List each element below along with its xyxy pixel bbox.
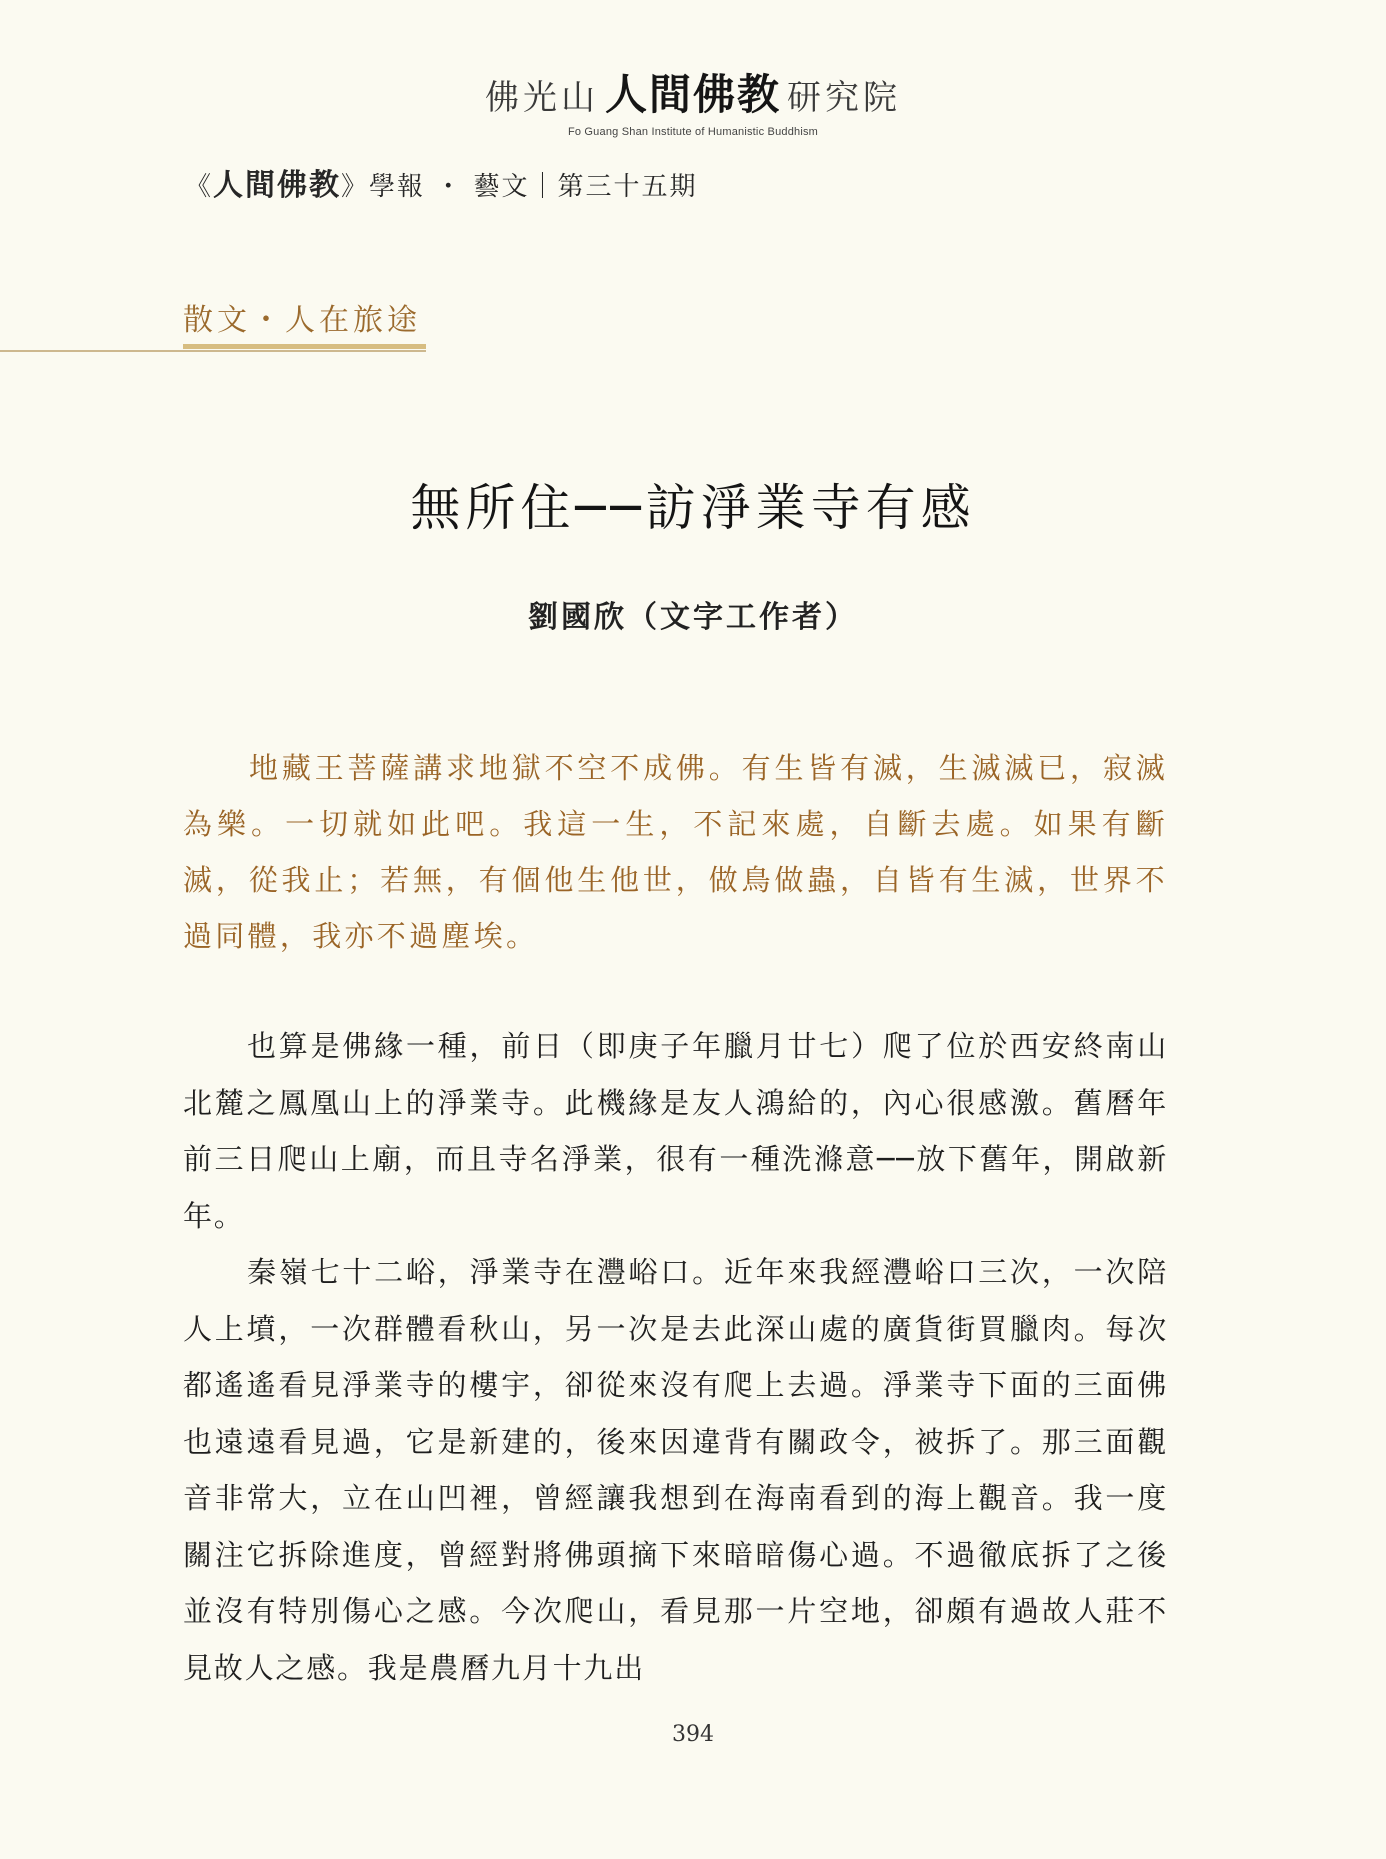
institute-prefix: 佛光山 — [484, 78, 599, 118]
institute-suffix: 研究院 — [787, 78, 901, 118]
body-paragraph-1: 也算是佛緣一種，前日（即庚子年臘月廿七）爬了位於西安終南山北麓之鳳凰山上的淨業寺。此機緣是友人鴻給的，內心很感激。舊曆年前三日爬山上廟，而且寺名淨業，很有一種洗滌意──放下舊年，開啟新年。 — [183, 1029, 1168, 1233]
journal-issue-info: 學報 ・ 藝文｜第三十五期 — [369, 172, 698, 202]
page-number: 394 — [672, 1722, 714, 1747]
journal-brand-logo: 人間佛教 — [213, 168, 342, 203]
section-tag: 散文・人在旅途 — [183, 303, 421, 338]
article-title: 無所住──訪淨業寺有感 — [410, 479, 976, 537]
epigraph: 地藏王菩薩講求地獄不空不成佛。有生皆有滅，生滅滅已，寂滅為樂。一切就如此吧。我這一生，不記來處，自斷去處。如果有斷滅，從我止；若無，有個他生他世，做鳥做蟲，自皆有生滅，世界不過同體，我亦不過塵埃。 — [183, 751, 1168, 953]
journal-running-head — [185, 160, 698, 204]
body-paragraph-2: 秦嶺七十二峪，淨業寺在灃峪口。近年來我經灃峪口三次，一次陪人上墳，一次群體看秋山，另一次是去此深山處的廣貨街買臘肉。每次都遙遙看見淨業寺的樓宇，卻從來沒有爬上去過。淨業寺下面的三面佛也遠遠看見過，它是新建的，後來因違背有關政令，被拆了。那三面觀音非常大，立在山凹裡，曾經讓我想到在海南看到的海上觀音。我一度關注它拆除進度，曾經對將佛頭摘下來暗暗傷心過。不過徹底拆了之後並沒有特別傷心之感。今次爬山，看見那一片空地，卻頗有過故人莊不見故人之感。我是農曆九月十九出 — [183, 1255, 1168, 1685]
article-author: 劉國欣（文字工作者） — [528, 600, 858, 635]
journal-close-quote: 》 — [341, 172, 370, 202]
institute-header — [0, 62, 1386, 138]
article-body — [183, 1018, 1168, 1696]
institute-name — [0, 62, 1386, 122]
section-divider — [0, 350, 426, 352]
journal-open-quote: 《 — [185, 172, 214, 202]
institute-brand-logo: 人間佛教 — [604, 70, 781, 119]
institute-english-name: Fo Guang Shan Institute of Humanistic Buddhism — [567, 126, 819, 138]
section-underline — [183, 344, 426, 349]
